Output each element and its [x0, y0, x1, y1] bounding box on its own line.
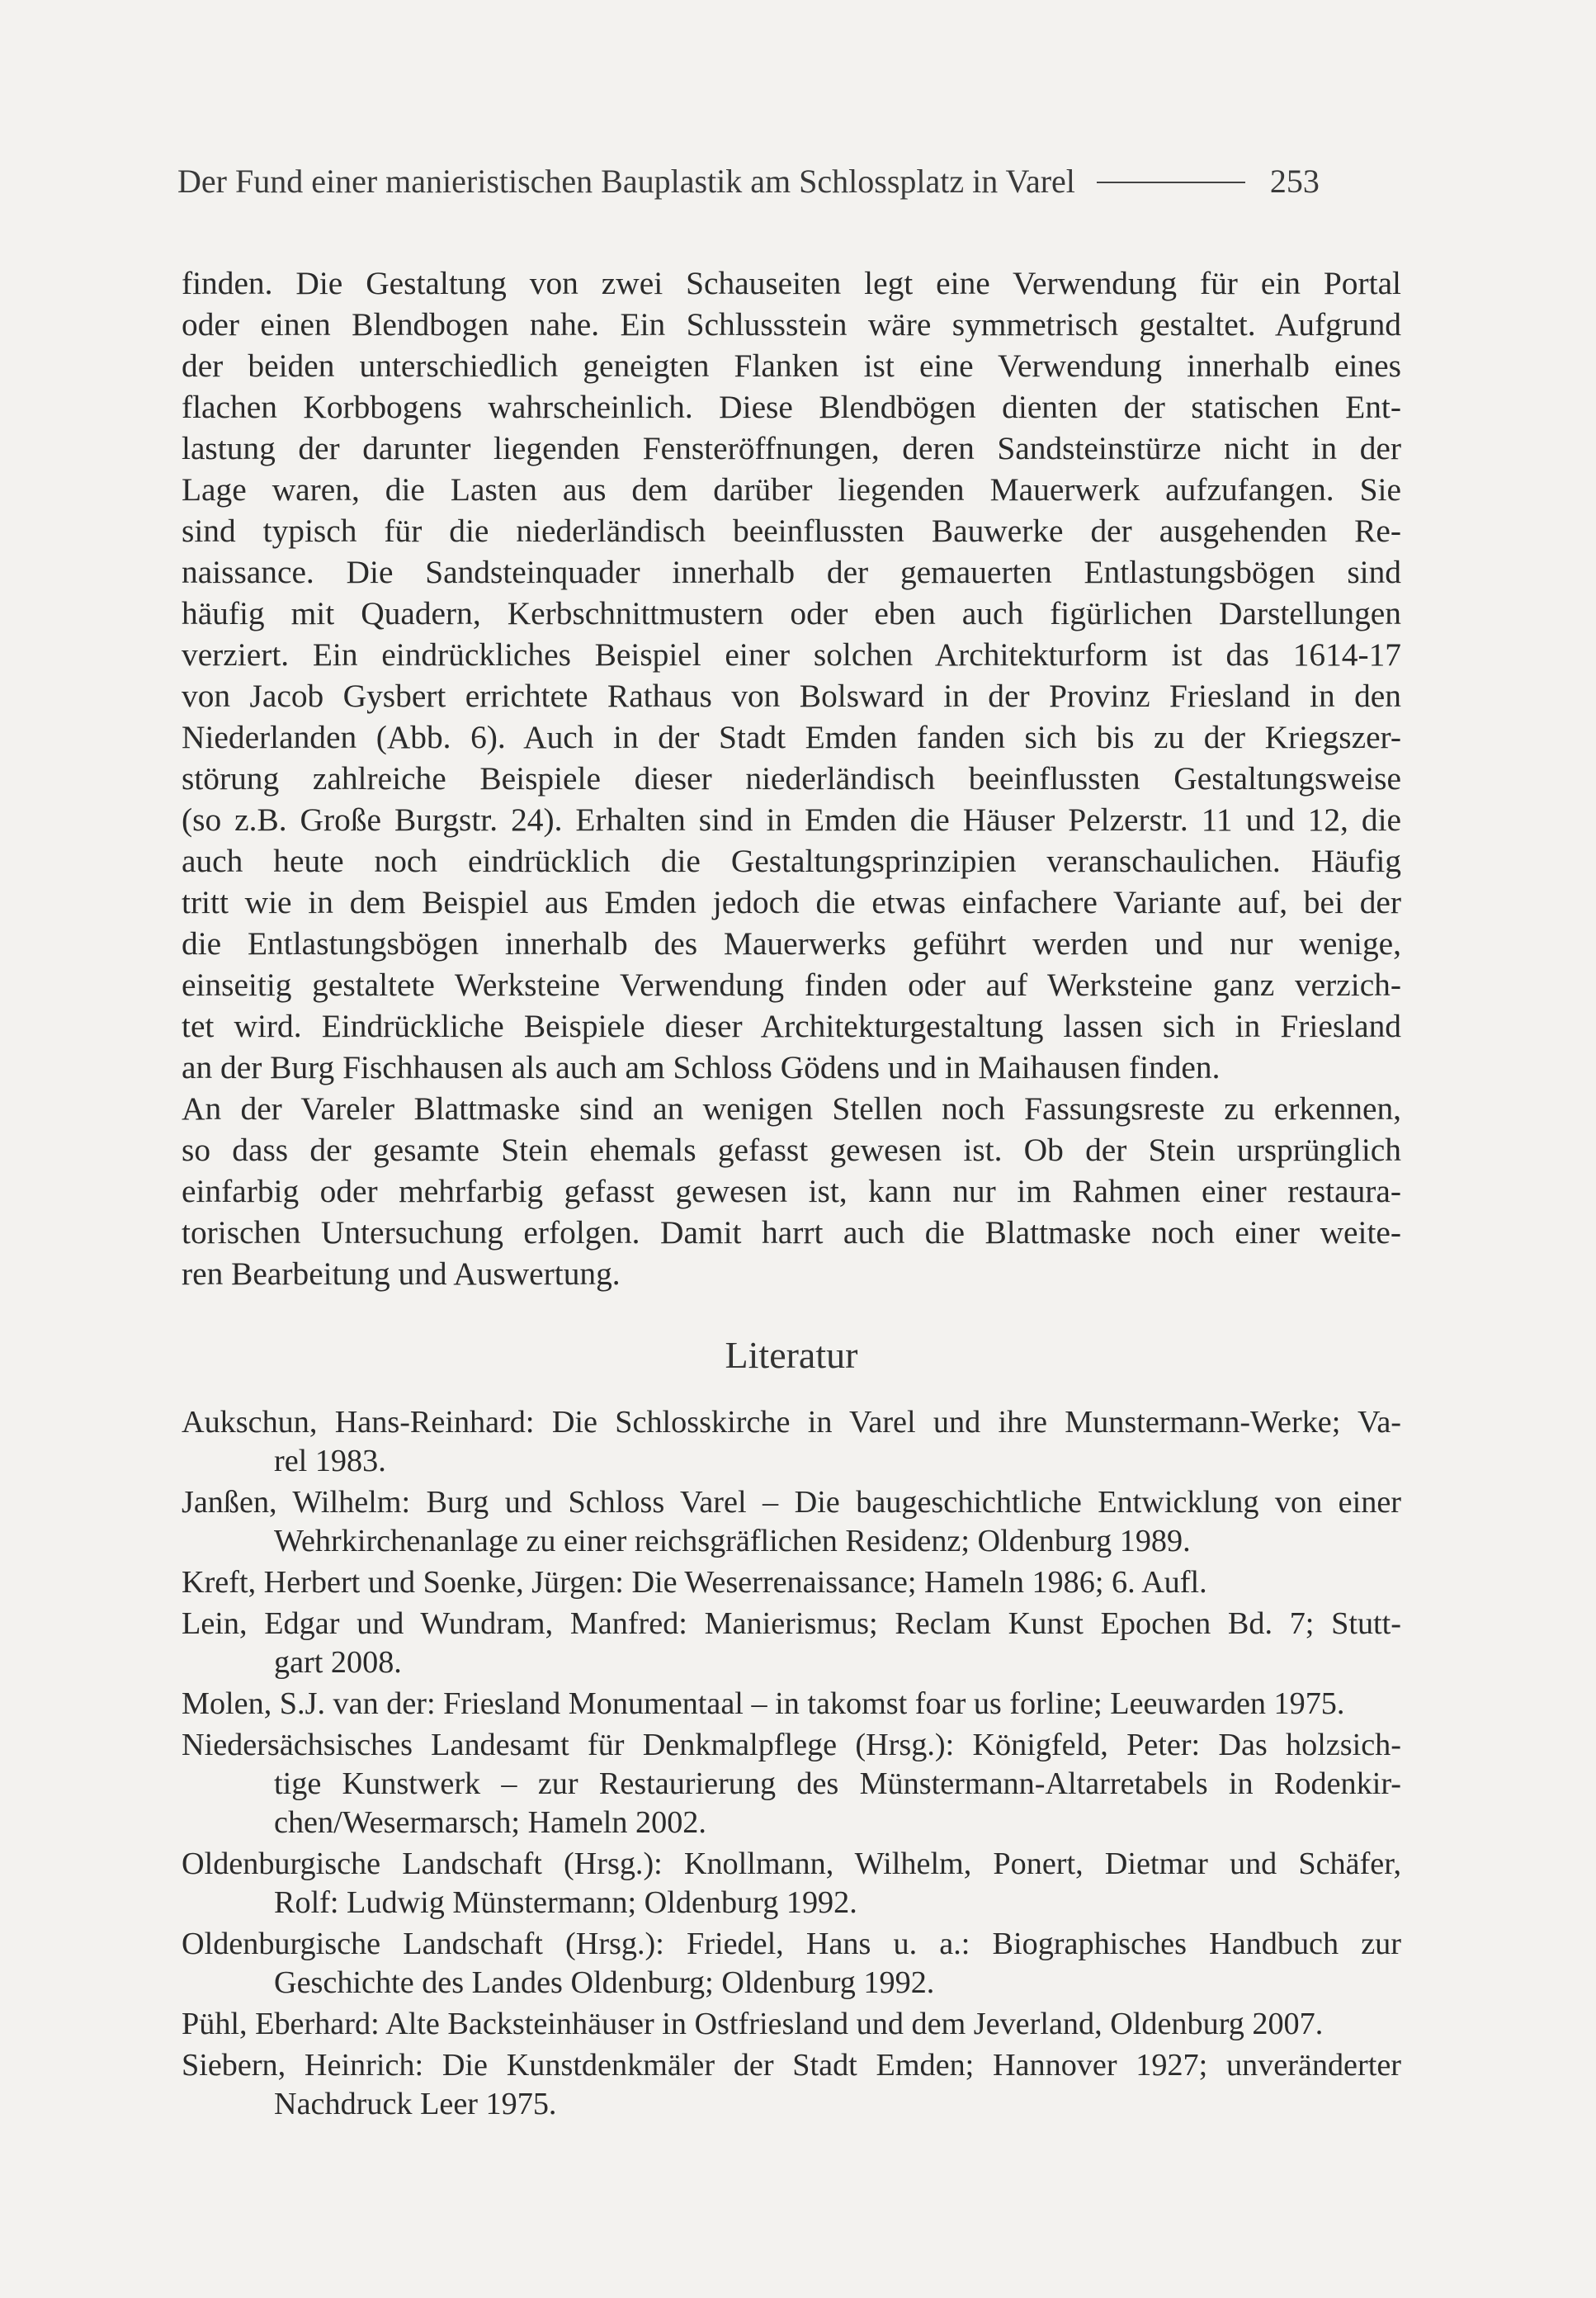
bibliography-entry [182, 1483, 1401, 1561]
bibliography-entry-line: Siebern, Heinrich: Die Kunstdenkmäler der Stadt Emden; Hannover 1927; unveränderter [182, 2048, 1401, 2083]
body-line: einfarbig oder mehrfarbig gefasst gewesen ist, kann nur im Rahmen einer restaura- [182, 1173, 1401, 1209]
running-header-title: Der Fund einer manieristischen Bauplastik am Schlossplatz in Varel [177, 162, 1075, 200]
body-line: flachen Korbbogens wahrscheinlich. Diese Blendbögen dienten der statischen Ent- [182, 389, 1401, 425]
body-line: torischen Untersuchung erfolgen. Damit harrt auch die Blattmaske noch einer weite- [182, 1214, 1401, 1251]
body-line: tet wird. Eindrückliche Beispiele dieser Architekturgestaltung lassen sich in Friesland [182, 1008, 1401, 1044]
bibliography-entry [182, 1403, 1401, 1481]
bibliography-entry-line: Niedersächsisches Landesamt für Denkmalpflege (Hrsg.): Königfeld, Peter: Das holzsich- [182, 1728, 1401, 1762]
body-line: tritt wie in dem Beispiel aus Emden jedoch die etwas einfachere Variante auf, bei der [182, 884, 1401, 920]
body-line: ren Bearbeitung und Auswertung. [182, 1255, 621, 1292]
bibliography-entry-line: Geschichte des Landes Oldenburg; Oldenburg 1992. [274, 1965, 935, 2000]
bibliography-entry [182, 2005, 1401, 2044]
bibliography-entry-line: Oldenburgische Landschaft (Hrsg.): Knollmann, Wilhelm, Ponert, Dietmar und Schäfer, [182, 1846, 1401, 1881]
bibliography-entry-line: tige Kunstwerk – zur Restaurierung des Münstermann-Altarretabels in Rodenkir- [274, 1766, 1401, 1801]
body-line: die Entlastungsbögen innerhalb des Mauerwerks geführt werden und nur wenige, [182, 925, 1401, 962]
bibliography-entry-line: Kreft, Herbert und Soenke, Jürgen: Die Weserrenaissance; Hameln 1986; 6. Aufl. [182, 1565, 1207, 1600]
body-line: störung zahlreiche Beispiele dieser niederländisch beeinflussten Gestaltungsweise [182, 760, 1401, 797]
body-line: verziert. Ein eindrückliches Beispiel einer solchen Architekturform ist das 1614-17 [182, 636, 1401, 673]
bibliography-entry-line: Wehrkirchenanlage zu einer reichsgräflichen Residenz; Oldenburg 1989. [274, 1524, 1191, 1558]
bibliography-entry-line: gart 2008. [274, 1645, 402, 1680]
bibliography-entry [182, 1605, 1401, 1682]
page-number: 253 [1269, 162, 1320, 200]
body-line: sind typisch für die niederländisch beeinflussten Bauwerke der ausgehenden Re- [182, 513, 1401, 549]
body-line: lastung der darunter liegenden Fensteröffnungen, deren Sandsteinstürze nicht in der [182, 430, 1401, 466]
body-line: oder einen Blendbogen nahe. Ein Schlussstein wäre symmetrisch gestaltet. Aufgrund [182, 306, 1401, 343]
bibliography-list [182, 1403, 1401, 2126]
body-paragraphs [182, 262, 1401, 1294]
body-line: finden. Die Gestaltung von zwei Schauseiten legt eine Verwendung für ein Portal [182, 265, 1401, 301]
body-line: (so z.B. Große Burgstr. 24). Erhalten sind in Emden die Häuser Pelzerstr. 11 und 12, die [182, 801, 1401, 838]
body-line: an der Burg Fischhausen als auch am Schloss Gödens und in Maihausen finden. [182, 1049, 1221, 1085]
bibliography-entry-line: Pühl, Eberhard: Alte Backsteinhäuser in Ostfriesland und dem Jeverland, Oldenburg 2007. [182, 2007, 1324, 2041]
bibliography-entry-line: Aukschun, Hans-Reinhard: Die Schlosskirche in Varel und ihre Munstermann-Werke; Va- [182, 1405, 1401, 1440]
bibliography-entry-line: Oldenburgische Landschaft (Hrsg.): Friedel, Hans u. a.: Biographisches Handbuch zur [182, 1927, 1401, 1961]
bibliography-entry [182, 1925, 1401, 2002]
body-line: An der Vareler Blattmaske sind an wenigen Stellen noch Fassungsreste zu erkennen, [182, 1090, 1401, 1127]
body-line: auch heute noch eindrücklich die Gestaltungsprinzipien veranschaulichen. Häufig [182, 843, 1401, 879]
running-header [177, 158, 1399, 203]
bibliography-entry-line: chen/Wesermarsch; Hameln 2002. [274, 1805, 706, 1840]
body-line: von Jacob Gysbert errichtete Rathaus von Bolsward in der Provinz Friesland in den [182, 678, 1401, 714]
body-line: häufig mit Quadern, Kerbschnittmustern oder eben auch figürlichen Darstellungen [182, 595, 1401, 631]
bibliography-entry [182, 2046, 1401, 2124]
bibliography-entry [182, 1726, 1401, 1842]
bibliography-entry [182, 1845, 1401, 1922]
section-heading-literatur: Literatur [725, 1334, 858, 1376]
bibliography-entry-line: Molen, S.J. van der: Friesland Monumentaal – in takomst foar us forline; Leeuwarden 1975. [182, 1686, 1345, 1721]
bibliography-entry-line: Janßen, Wilhelm: Burg und Schloss Varel – Die baugeschichtliche Entwicklung von einer [182, 1485, 1401, 1520]
bibliography-entry [182, 1685, 1401, 1724]
body-line: der beiden unterschiedlich geneigten Flanken ist eine Verwendung innerhalb eines [182, 348, 1401, 384]
bibliography-entry-line: Rolf: Ludwig Münstermann; Oldenburg 1992. [274, 1885, 857, 1920]
header-rule [1097, 182, 1245, 183]
bibliography-entry-line: rel 1983. [274, 1444, 386, 1478]
body-line: naissance. Die Sandsteinquader innerhalb der gemauerten Entlastungsbögen sind [182, 554, 1401, 590]
body-line: Niederlanden (Abb. 6). Auch in der Stadt Emden fanden sich bis zu der Kriegszer- [182, 719, 1401, 755]
body-line: einseitig gestaltete Werksteine Verwendung finden oder auf Werksteine ganz verzich- [182, 967, 1401, 1003]
body-line: so dass der gesamte Stein ehemals gefasst gewesen ist. Ob der Stein ursprünglich [182, 1132, 1401, 1168]
body-line: Lage waren, die Lasten aus dem darüber liegenden Mauerwerk aufzufangen. Sie [182, 471, 1401, 508]
bibliography-entry-line: Nachdruck Leer 1975. [274, 2087, 557, 2121]
bibliography-entry [182, 1563, 1401, 1602]
bibliography-entry-line: Lein, Edgar und Wundram, Manfred: Manierismus; Reclam Kunst Epochen Bd. 7; Stutt- [182, 1606, 1401, 1641]
